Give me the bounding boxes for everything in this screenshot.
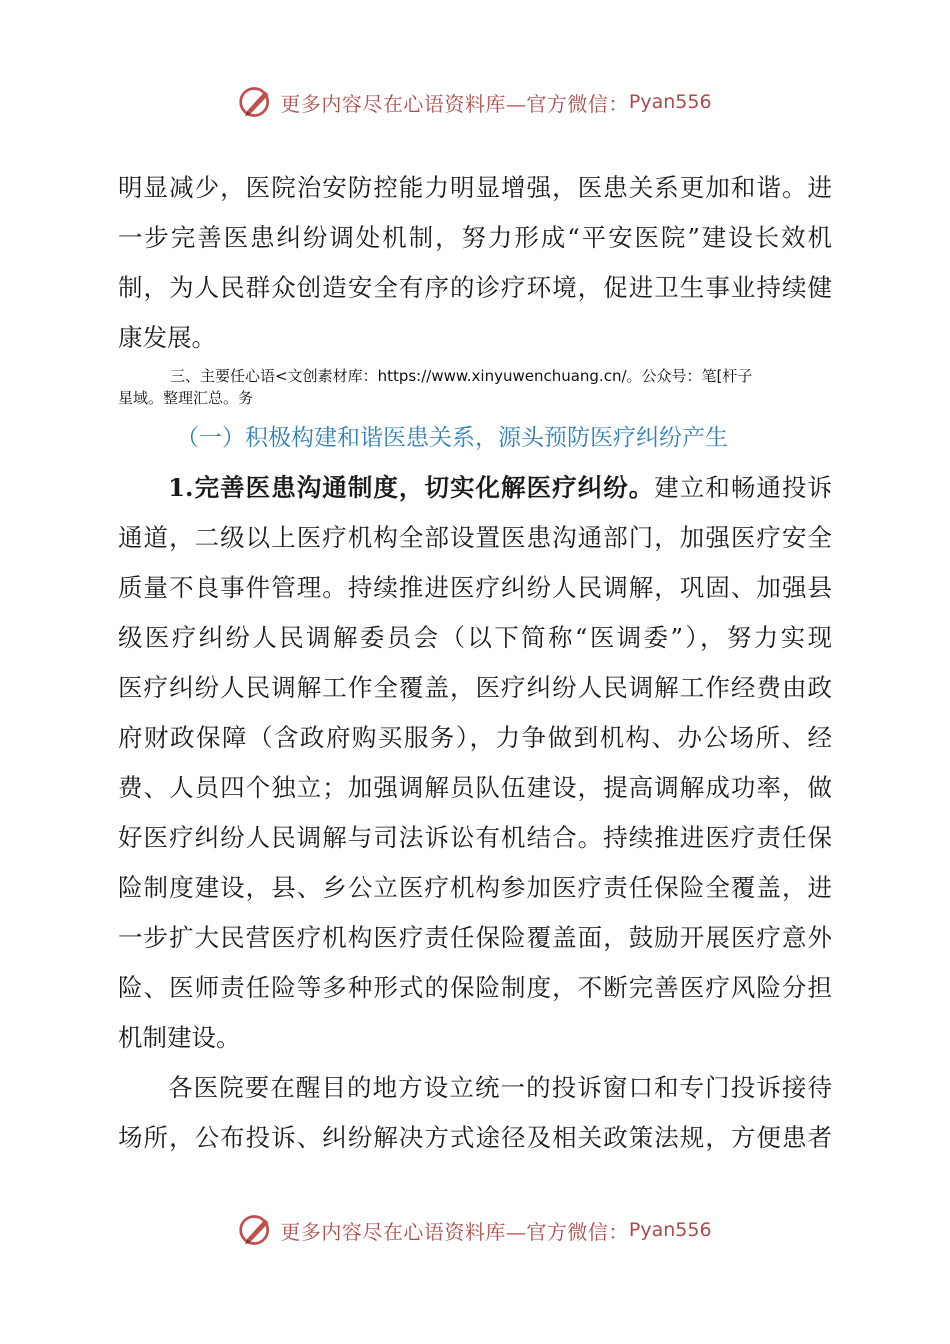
footer-banner: [0, 1210, 950, 1250]
watermark-line-2: 星域。整理汇总。务: [118, 389, 254, 407]
text-line: 康发展。: [118, 323, 216, 352]
header-banner: [0, 82, 950, 122]
pen-logo-icon: [238, 1212, 274, 1248]
text-line: 险制度建设，县、乡公立医疗机构参加医疗责任保险全覆盖，进: [118, 873, 832, 902]
banner-text: 更多内容尽在心语资料库—官方微信：: [280, 91, 629, 116]
item-1: [118, 463, 832, 1063]
item-1-title: 1.完善医患沟通制度，切实化解医疗纠纷。: [168, 473, 655, 502]
document-body: [118, 163, 832, 1163]
paragraph-1: [118, 163, 832, 363]
text-line: 好医疗纠纷人民调解与司法诉讼有机结合。持续推进医疗责任保: [118, 823, 832, 852]
text-line: 医疗纠纷人民调解工作全覆盖，医疗纠纷人民调解工作经费由政: [118, 673, 832, 702]
item-1-first-line: [118, 463, 832, 513]
banner-wechat-id: Pyan556: [628, 91, 712, 113]
text-line: 明显减少，医院治安防控能力明显增强，医患关系更加和谐。进: [118, 173, 832, 202]
paragraph-3: [118, 1063, 832, 1163]
text-line: 险、医师责任险等多种形式的保险制度，不断完善医疗风险分担: [118, 973, 832, 1002]
section-heading: （一）积极构建和谐医患关系，源头预防医疗纠纷产生: [176, 425, 728, 451]
text-line: 府财政保障（含政府购买服务），力争做到机构、办公场所、经: [118, 723, 832, 752]
text-line: 场所，公布投诉、纠纷解决方式途径及相关政策法规，方便患者: [118, 1123, 832, 1152]
text-line: 机制建设。: [118, 1023, 241, 1052]
text-line: 通道，二级以上医疗机构全部设置医患沟通部门，加强医疗安全: [118, 523, 832, 552]
text-line: 制，为人民群众创造安全有序的诊疗环境，促进卫生事业持续健: [118, 273, 832, 302]
text-line: 级医疗纠纷人民调解委员会（以下简称“医调委”），努力实现: [118, 623, 832, 652]
watermark-line-1: 三、主要任心语<文创素材库：https://www.xinyuwenchuang.cn/。公众号：笔[杆子: [170, 367, 753, 385]
text-line: 一步完善医患纠纷调处机制，努力形成“平安医院”建设长效机: [118, 223, 832, 252]
item-1-first-line-rest: 建立和畅通投诉: [654, 473, 833, 502]
pen-logo-icon: [238, 84, 274, 120]
text-line: 费、人员四个独立；加强调解员队伍建设，提高调解成功率，做: [118, 773, 832, 802]
banner-text: 更多内容尽在心语资料库—官方微信：: [280, 1219, 629, 1244]
banner-wechat-id: Pyan556: [628, 1219, 712, 1241]
text-line: 各医院要在醒目的地方设立统一的投诉窗口和专门投诉接待: [168, 1073, 832, 1102]
text-line: 一步扩大民营医疗机构医疗责任保险覆盖面，鼓励开展医疗意外: [118, 923, 832, 952]
text-line: 质量不良事件管理。持续推进医疗纠纷人民调解，巩固、加强县: [118, 573, 832, 602]
watermark-line: [118, 365, 832, 409]
